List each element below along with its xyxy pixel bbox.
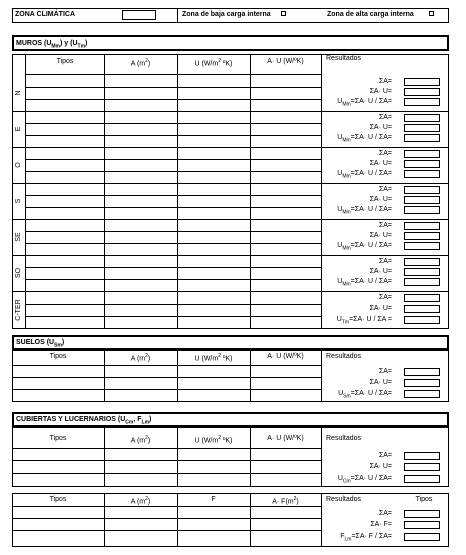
lucernarios-row-line [12, 530, 321, 531]
muros-orientation-e: E [14, 126, 22, 132]
lucernarios-sum-af: ΣA· F= [370, 521, 392, 528]
zona-climatica-label: ZONA CLIMÁTICA [15, 11, 76, 18]
zona-baja-label: Zona de baja carga interna [182, 11, 271, 18]
muros-orientation-so: SO [14, 267, 22, 279]
muros-orientation-o: O [14, 162, 22, 168]
cubiertas-sum-au: ΣA· U= [369, 463, 392, 470]
zona-alta-label: Zona de alta carga interna [327, 11, 414, 18]
muros-row-line [25, 87, 321, 88]
muros-u-tm: $U_{Tm}=\Sigma A\cdot U / \Sigma A$ = [336, 316, 392, 326]
muros-row-line [25, 171, 321, 172]
suelos-title-end: ) [61, 339, 65, 346]
muros-header-line [25, 74, 321, 75]
muros-col-line [177, 54, 178, 329]
cubiertas-sum-a-box[interactable] [404, 452, 440, 460]
muros-u-mm-box[interactable] [404, 242, 440, 250]
cubiertas-title-mid: , F [133, 416, 142, 423]
suelos-sum-a: ΣA= [378, 368, 392, 375]
muros-row-line [25, 279, 321, 280]
muros-sum-au-box[interactable] [404, 88, 440, 96]
lucernarios-row-line [12, 506, 321, 507]
muros-u-mm-box[interactable] [404, 206, 440, 214]
muros-row-line [25, 99, 321, 100]
cubiertas-col-u: U ($W/m^2$ ºK) [194, 435, 233, 445]
muros-title-sub1: Mm [51, 43, 61, 50]
muros-sum-a-box[interactable] [404, 150, 440, 158]
zona-alta-checkbox[interactable] [429, 11, 434, 16]
suelos-title-bar [12, 335, 449, 350]
muros-sum-au: ΣA· U= [369, 160, 392, 167]
cubiertas-title-sub2: Lm [141, 419, 150, 426]
muros-col-line [25, 54, 26, 329]
muros-sum-a-box[interactable] [404, 258, 440, 266]
muros-col-tipos: Tipos [56, 58, 74, 65]
suelos-col-tipos: Tipos [49, 353, 67, 360]
lucernarios-col-f: F [211, 496, 216, 503]
muros-row-line [25, 135, 321, 136]
muros-sum-a: ΣA= [378, 78, 392, 85]
muros-orientation-n: N [14, 90, 22, 96]
muros-col-a: A $(m^2)$ [130, 58, 151, 68]
muros-title [16, 40, 87, 49]
muros-u-mm: $U_{Mm}=\Sigma A\cdot U / \Sigma A=$ [337, 98, 392, 108]
cubiertas-sum-a: ΣA= [378, 452, 392, 459]
suelos-col-a: A $(m^2)$ [130, 353, 151, 363]
lucernarios-col-a: A $(m^2)$ [130, 496, 151, 506]
muros-col-res: Resultados [326, 55, 362, 62]
muros-title-end: ) [85, 40, 88, 47]
muros-u-mm-box[interactable] [404, 170, 440, 178]
muros-sum-a-box[interactable] [404, 114, 440, 122]
muros-title-mid: ) y (U [60, 40, 78, 47]
muros-sum-a: ΣA= [378, 294, 392, 301]
cubiertas-row-line [12, 448, 321, 449]
muros-sum-a: ΣA= [378, 222, 392, 229]
cubiertas-col-tipos: Tipos [49, 435, 67, 442]
muros-col-line [250, 54, 251, 329]
zona-climatica-input[interactable] [122, 10, 156, 20]
lucernarios-col-res: Resultados [326, 496, 362, 503]
muros-sum-a: ΣA= [378, 186, 392, 193]
muros-row-line [25, 243, 321, 244]
suelos-row-line [12, 389, 321, 390]
muros-u-mm: $U_{Mm}=\Sigma A\cdot U / \Sigma A=$ [337, 278, 392, 288]
muros-col-au: A· U (W/ºK) [267, 58, 304, 65]
suelos-col-res: Resultados [326, 353, 362, 360]
muros-row-line [25, 304, 321, 305]
muros-u-mm: $U_{Mm}=\Sigma A\cdot U / \Sigma A=$ [337, 206, 392, 216]
muros-orientation-c-ter: C-TER [14, 299, 22, 321]
muros-sum-a-box[interactable] [404, 294, 440, 302]
header-divider-1 [177, 8, 178, 23]
muros-sum-au-box[interactable] [404, 124, 440, 132]
lucernarios-col-tipos: Tipos [49, 496, 67, 503]
suelos-sum-a-box[interactable] [404, 368, 440, 376]
muros-row-line [25, 316, 321, 317]
muros-sum-au-box[interactable] [404, 268, 440, 276]
muros-title-sub2: Tm [77, 43, 86, 50]
muros-u-mm-box[interactable] [404, 278, 440, 286]
muros-sum-au: ΣA· U= [369, 196, 392, 203]
muros-sum-au: ΣA· U= [369, 124, 392, 131]
muros-u-mm: $U_{Mm}=\Sigma A\cdot U / \Sigma A=$ [337, 134, 392, 144]
suelos-title-sub: Sm [54, 342, 62, 349]
muros-sum-au-box[interactable] [404, 305, 440, 313]
suelos-title [16, 339, 64, 348]
lucernarios-sum-a-box[interactable] [404, 510, 440, 518]
cubiertas-u-cm: $U_{Cm}=\Sigma A\cdot U / \Sigma A=$ [337, 475, 392, 485]
lucernarios-sum-af-box[interactable] [404, 521, 440, 529]
lucernarios-sum-a: ΣA= [378, 510, 392, 517]
muros-sum-au: ΣA· U= [369, 305, 392, 312]
muros-u-mm: $U_{Mm}=\Sigma A\cdot U / \Sigma A=$ [337, 170, 392, 180]
cubiertas-title-text: CUBIERTAS Y LUCERNARIOS (U [16, 416, 126, 423]
suelos-u-sm-box[interactable] [404, 390, 440, 398]
muros-sum-a-box[interactable] [404, 78, 440, 86]
cubiertas-row-line [12, 460, 321, 461]
cubiertas-col-a: A $(m^2)$ [130, 435, 151, 445]
cubiertas-col-au: A· U (W/ºK) [267, 435, 304, 442]
muros-sum-au: ΣA· U= [369, 232, 392, 239]
muros-block-line [12, 183, 449, 184]
muros-row-line [25, 123, 321, 124]
lucernarios-col-af: $A\cdot F(m^2)$ [272, 496, 299, 506]
muros-block-line [12, 255, 449, 256]
lucernarios-f-lm-box[interactable] [404, 533, 440, 541]
muros-sum-a: ΣA= [378, 114, 392, 121]
muros-orientation-se: SE [14, 232, 22, 242]
muros-col-line [104, 54, 105, 329]
muros-block-line [12, 147, 449, 148]
muros-row-line [25, 195, 321, 196]
suelos-row-line [12, 365, 321, 366]
muros-row-line [25, 159, 321, 160]
suelos-col-u: U ($W/m^2$ ºK) [194, 353, 233, 363]
muros-sum-a-box[interactable] [404, 222, 440, 230]
muros-block-line [12, 219, 449, 220]
muros-sum-a: ΣA= [378, 150, 392, 157]
zona-baja-checkbox[interactable] [281, 11, 286, 16]
lucernarios-col-tipos2: Tipos [415, 496, 433, 503]
suelos-sum-au: ΣA· U= [369, 379, 392, 386]
suelos-u-sm: $U_{Sm}=\Sigma A\cdot U / \Sigma A=$ [338, 390, 392, 400]
muros-sum-au: ΣA· U= [369, 88, 392, 95]
suelos-sum-au-box[interactable] [404, 379, 440, 387]
muros-u-mm-box[interactable] [404, 134, 440, 142]
muros-u-mm: $U_{Mm}=\Sigma A\cdot U / \Sigma A=$ [337, 242, 392, 252]
muros-row-line [25, 231, 321, 232]
cubiertas-u-cm-box[interactable] [404, 475, 440, 483]
muros-sum-au-box[interactable] [404, 232, 440, 240]
cubiertas-sum-au-box[interactable] [404, 463, 440, 471]
suelos-title-text: SUELOS (U [16, 339, 55, 346]
cubiertas-row-line [12, 473, 321, 474]
muros-row-line [25, 207, 321, 208]
muros-sum-au-box[interactable] [404, 160, 440, 168]
muros-sum-a: ΣA= [378, 258, 392, 265]
cubiertas-title-sub1: Cm [125, 419, 134, 426]
cubiertas-col-res: Resultados [326, 435, 362, 442]
suelos-col-au: A· U (W/ºK) [267, 353, 304, 360]
muros-orientation-s: S [14, 198, 22, 204]
muros-sum-au: ΣA· U= [369, 268, 392, 275]
muros-row-line [25, 267, 321, 268]
muros-sum-a-box[interactable] [404, 186, 440, 194]
muros-title-text: MUROS (U [16, 40, 52, 47]
muros-block-line [12, 291, 449, 292]
cubiertas-title [16, 416, 151, 425]
muros-u-mm-box[interactable] [404, 98, 440, 106]
muros-u-tm-box[interactable] [404, 316, 440, 324]
suelos-row-line [12, 377, 321, 378]
muros-block-line [12, 111, 449, 112]
lucernarios-row-line [12, 518, 321, 519]
lucernarios-f-lm: $F_{Lm}=\Sigma A\cdot F / \Sigma A=$ [340, 533, 392, 543]
muros-sum-au-box[interactable] [404, 196, 440, 204]
muros-col-u: U ($W/m^2$ ºK) [194, 58, 233, 68]
cubiertas-title-end: ) [149, 416, 152, 423]
